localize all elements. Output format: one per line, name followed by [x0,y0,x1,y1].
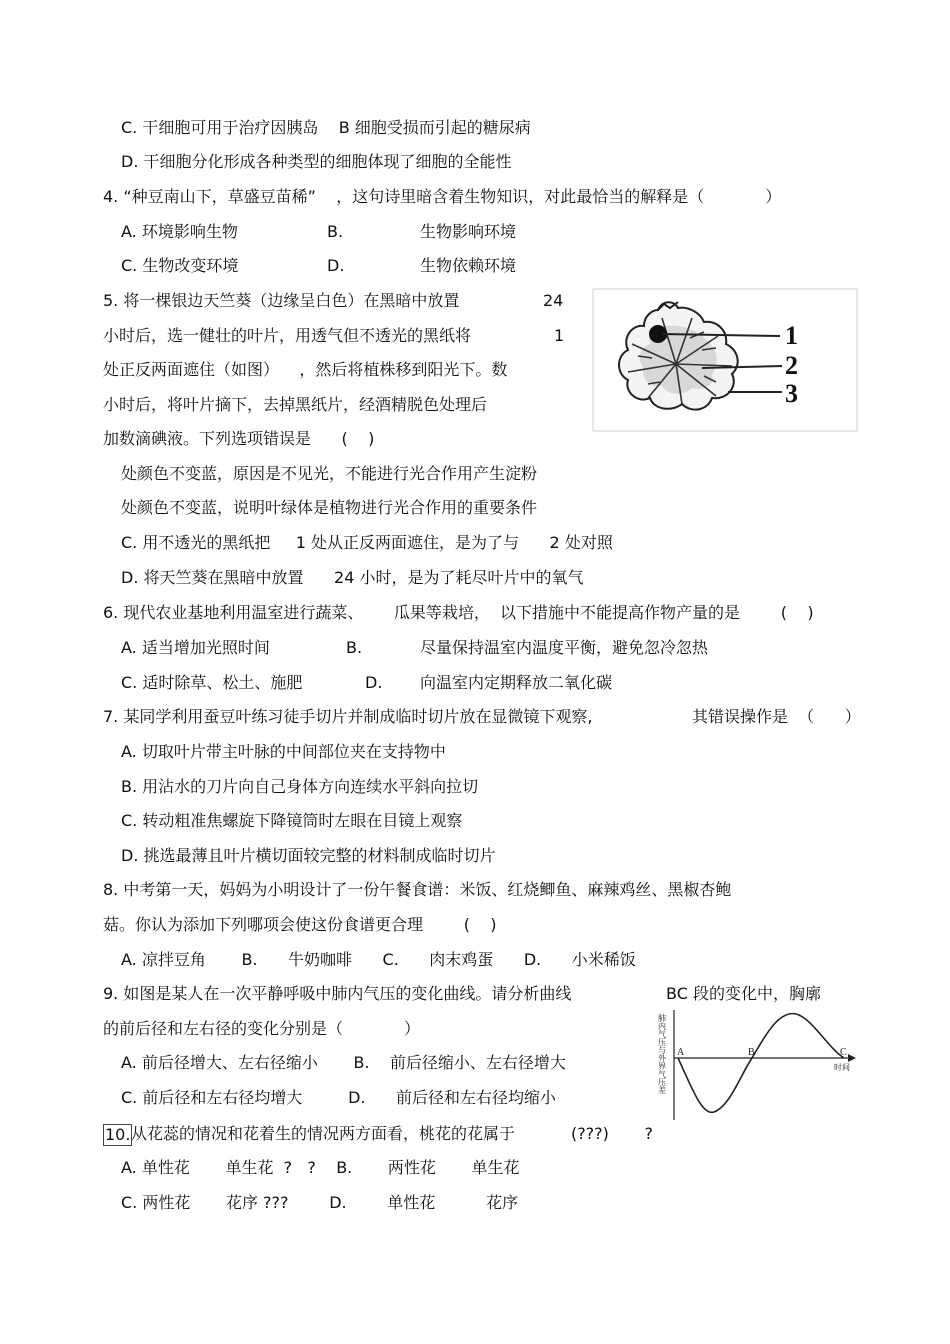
graph-y-label: 肺内气压与外界气压差 [657,1014,667,1094]
q5-option-b: 处颜色不变蓝，说明叶绿体是植物进行光合作用的重要条件 [121,498,538,517]
q9-stem-line-2: 的前后径和左右径的变化分别是（ ） [103,1019,421,1038]
q5-option-a: 处颜色不变蓝，原因是不见光，不能进行光合作用产生淀粉 [121,464,538,483]
q6-option-b-text: 尽量保持温室内温度平衡，避免忽冷忽热 [420,638,709,657]
q4-option-c: C. 生物改变环境 [121,256,239,275]
q6-option-d-letter: D. [365,673,383,692]
q3-option-c: C. 干细胞可用于治疗因胰岛 B 细胞受损而引起的糖尿病 [121,118,531,137]
q6-option-c: C. 适时除草、松土、施肥 [121,673,303,692]
q3-option-d: D. 干细胞分化形成各种类型的细胞体现了细胞的全能性 [121,152,512,171]
q7-stem: 7. 某同学利用蚕豆叶练习徒手切片并制成临时切片放在显微镜下观察, [103,707,593,726]
q10-option-a-b: A. 单性花 单生花 ? ? B. 两性花 单生花 [121,1158,520,1177]
graph-x-label: 时间 [834,1063,850,1072]
q4-option-d-letter: D. [327,256,345,275]
graph-x-arrow [848,1054,856,1062]
lung-pressure-graph [656,1008,860,1122]
q7-option-d: D. 挑选最薄且叶片横切面较完整的材料制成临时切片 [121,846,496,865]
q10-stem: 从花蕊的情况和花着生的情况两方面看，桃花的花属于 (???) ? [131,1124,654,1143]
pressure-curve [678,1014,844,1113]
q7-option-c: C. 转动粗准焦螺旋下降镜筒时左眼在目镜上观察 [121,811,463,830]
figure-label-1: 1 [785,321,798,350]
q4-option-b-text: 生物影响环境 [420,222,517,241]
q5-option-d: D. 将天竺葵在黑暗中放置 24 小时，是为了耗尽叶片中的氧气 [121,568,584,587]
q5-stem-line-1: 5. 将一棵银边天竺葵（边缘呈白色）在黑暗中放置 [103,291,460,310]
q9-stem-line-1: 9. 如图是某人在一次平静呼吸中肺内气压的变化曲线。请分析曲线 [103,984,572,1003]
q9-option-a-b: A. 前后径增大、左右径缩小 B. 前后径缩小、左右径增大 [121,1053,566,1072]
q4-option-a: A. 环境影响生物 [121,222,238,241]
q4-stem: 4. “种豆南山下，草盛豆苗稀” ，这句诗里暗含着生物知识，对此最恰当的解释是（ ） [103,187,782,206]
figure-label-2: 2 [785,351,798,380]
leaf-figure [592,288,860,434]
q4-option-b-letter: B. [327,222,344,241]
q7-stem-tail: 其错误操作是 （ ） [692,707,861,726]
q6-stem: 6. 现代农业基地利用温室进行蔬菜、 瓜果等栽培， 以下措施中不能提高作物产量的是 ( ) [103,603,814,622]
q7-option-b: B. 用沾水的刀片向自己身体方向连续水平斜向拉切 [121,777,479,796]
q6-option-a: A. 适当增加光照时间 [121,638,270,657]
figure-label-3: 3 [785,379,798,408]
q9-option-c-d: C. 前后径和左右径均增大 D. 前后径和左右径均缩小 [121,1088,557,1107]
graph-point-a: A [677,1047,685,1058]
q4-option-d-text: 生物依赖环境 [420,256,517,275]
q6-option-d-text: 向温室内定期释放二氧化碳 [420,673,613,692]
q8-options: A. 凉拌豆角 B. 牛奶咖啡 C. 肉末鸡蛋 D. 小米稀饭 [121,950,636,969]
graph-point-b: B [748,1047,755,1058]
q9-stem-line-1-tail: BC 段的变化中，胸廓 [666,984,821,1003]
graph-point-c: C [840,1047,847,1058]
q5-stem-line-5: 加数滴碘液。下列选项错误是 ( ) [103,429,375,448]
q5-stem-line-2: 小时后，选一健壮的叶片，用透气但不透光的黑纸将 [103,326,472,345]
q10-option-c-d: C. 两性花 花序 ??? D. 单性花 花序 [121,1193,519,1212]
q5-stem-line-3: 处正反两面遮住（如图） ，然后将植株移到阳光下。数 [103,360,508,379]
q8-stem-line-1: 8. 中考第一天，妈妈为小明设计了一份午餐食谱：米饭、红烧鲫鱼、麻辣鸡丝、黑椒杏鲍 [103,880,732,899]
q5-number-24: 24 [543,291,564,310]
q6-option-b-letter: B. [346,638,363,657]
q8-stem-line-2: 菇。你认为添加下列哪项会使这份食谱更合理 ( ) [103,915,497,934]
q5-number-1: 1 [554,326,565,345]
q5-stem-line-4: 小时后，将叶片摘下，去掉黑纸片，经酒精脱色处理后 [103,395,488,414]
q10-number: 10. [105,1125,131,1144]
q5-option-c: C. 用不透光的黑纸把 1 处从正反两面遮住，是为了与 2 处对照 [121,533,613,552]
q7-option-a: A. 切取叶片带主叶脉的中间部位夹在支持物中 [121,742,446,761]
